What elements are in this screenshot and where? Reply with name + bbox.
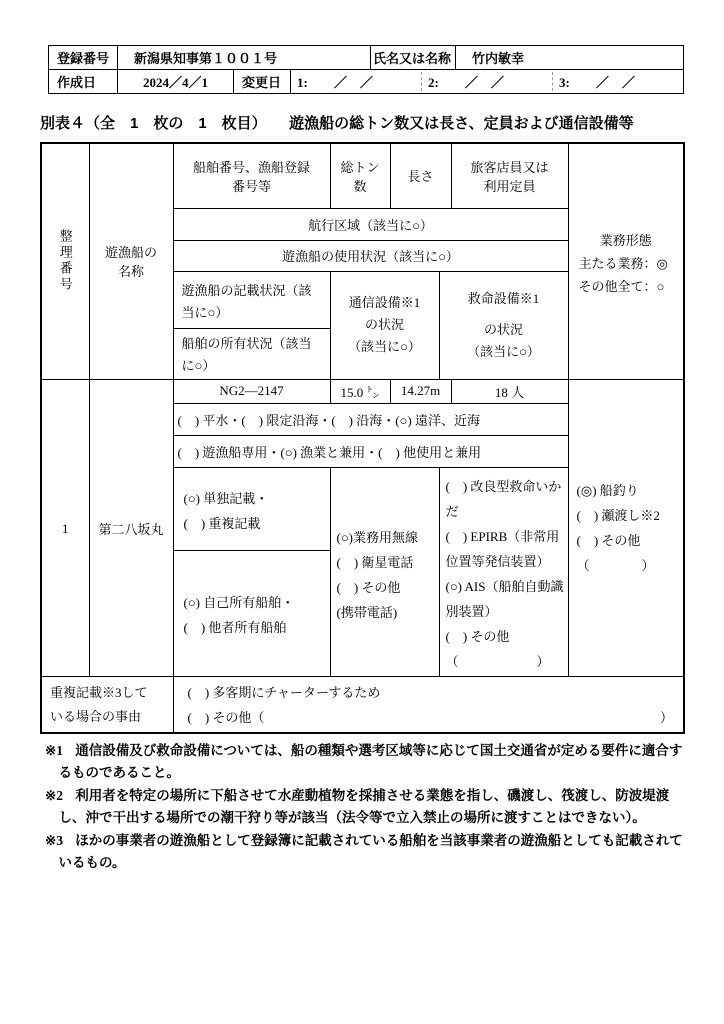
modified-date-label: 変更日: [234, 70, 291, 94]
comm-option: (携帯電話): [336, 604, 398, 620]
rescue-option: ( ) EPIRB（非常用位置等発信装置）: [445, 528, 560, 569]
dup-entry-reason-label: 重複記載※3して いる場合の事由: [41, 676, 173, 733]
col-header-length: 長さ: [390, 143, 451, 208]
cell-ownership: [173, 550, 330, 676]
rescue-option: ( ) 改良型救命いかだ: [445, 478, 562, 519]
business-option: （ ）: [576, 558, 655, 573]
modified-date-slot-1: 1: ／ ／: [297, 75, 373, 90]
cell-serial-number: 1: [41, 379, 89, 676]
rescue-option: ( ) その他: [445, 628, 510, 644]
business-option: (◎) 船釣り: [576, 483, 639, 498]
header-ownership-status: 船舶の所有状況（該当に○）: [173, 328, 330, 379]
page-title: 別表４（全 1 枚の 1 枚目） 遊漁船の総トン数又は長さ、定員および通信設備等: [40, 115, 634, 132]
comm-option: ( ) 衛星電話: [336, 554, 414, 570]
header-listing-status: 遊漁船の記載状況（該当に○）: [173, 271, 330, 328]
ownership-option: ( ) 他者所有船舶: [183, 620, 287, 636]
cell-rescue-equipment: [439, 467, 568, 676]
footnote-2-marker: ※2: [45, 787, 64, 803]
cell-usage: ( ) 遊漁船専用・(○) 漁業と兼用・( ) 他使用と兼用: [173, 435, 568, 467]
header-comm-equipment: 通信設備※1 の状況 （該当に○）: [330, 271, 439, 379]
col-header-boat-name: 遊漁船の 名称: [89, 143, 173, 379]
listing-option: (○) 単独記載・: [183, 490, 269, 506]
footnote-1-text: 通信設備及び救命設備については、船の種類や選考区域等に応じて国土交通省が定める要件に適合するものであること。: [58, 742, 683, 780]
footnote-1: [45, 740, 695, 785]
footnote-2-text: 利用者を特定の場所に下船させて水産動植物を採捕させる業態を指し、磯渡し、筏渡し、防波堤渡し、沖で干出する場所での潮干狩り等が該当（法令等で立入禁止の場所に渡すことはできない）。: [58, 787, 670, 825]
cell-ship-number: NG2―2147: [173, 379, 330, 403]
col-header-ship-number: 船舶番号、漁船登録 番号等: [173, 143, 330, 208]
header-rescue-equipment: 救命設備※1 の状況 （該当に○）: [439, 271, 568, 379]
comm-option: ( ) その他: [336, 579, 401, 595]
meta-table: [48, 45, 684, 94]
dup-entry-reason-options: [173, 676, 684, 733]
cell-listing: [173, 467, 330, 550]
dup-reason-option: ( ) 多客期にチャーターするため: [187, 684, 381, 700]
col-header-gross-tonnage: 総トン数: [330, 143, 390, 208]
cell-comm-equipment: [330, 467, 439, 676]
registration-number-label: 登録番号: [49, 46, 118, 70]
registration-number-value: 新潟県知事第１００１号: [118, 46, 371, 70]
created-date-label: 作成日: [49, 70, 118, 94]
footnote-3: [45, 830, 695, 875]
footnotes: [45, 740, 695, 875]
rescue-option: （ ）: [445, 653, 550, 669]
cell-gross-tonnage: 15.0 ㌧: [330, 379, 390, 403]
col-header-serial-number: 整理番号: [41, 143, 89, 379]
listing-option: ( ) 重複記載: [183, 515, 261, 531]
comm-option: (○)業務用無線: [336, 529, 419, 545]
header-usage-status: 遊漁船の使用状況（該当に○）: [173, 240, 568, 271]
cell-business-type: [568, 379, 684, 676]
dup-reason-option: ( ) その他（ ）: [187, 709, 674, 725]
main-table: [40, 142, 685, 734]
cell-nav-area: ( ) 平水・( ) 限定沿海・( ) 沿海・(○) 遠洋、近海: [173, 403, 568, 435]
cell-capacity: 18 人: [451, 379, 568, 403]
owner-name-label: 氏名又は名称: [371, 46, 456, 70]
rescue-option: (○) AIS（船舶自動識別装置）: [445, 578, 564, 619]
modified-date-slots: [291, 72, 683, 91]
owner-name-value: 竹内敏幸: [456, 46, 684, 70]
col-header-capacity: 旅客店員又は 利用定員: [451, 143, 568, 208]
header-nav-area: 航行区域（該当に○）: [173, 208, 568, 240]
cell-boat-name: 第二八坂丸: [89, 379, 173, 676]
col-header-business-type: 業務形態 主たる業務：◎ その他全て：○: [568, 143, 684, 379]
business-option: ( ) その他: [576, 533, 641, 548]
footnote-3-marker: ※3: [45, 832, 64, 848]
footnote-2: [45, 785, 695, 830]
ownership-option: (○) 自己所有船舶・: [183, 595, 295, 611]
cell-length: 14.27m: [390, 379, 451, 403]
modified-date-slot-2: 2: ／ ／: [421, 72, 552, 91]
footnote-3-text: ほかの事業者の遊漁船として登録簿に記載されている船舶を当該事業者の遊漁船としても記載されているもの。: [58, 832, 683, 870]
business-option: ( ) 瀬渡し※2: [576, 508, 660, 523]
modified-date-slot-3: 3: ／ ／: [552, 72, 683, 91]
created-date-value: 2024／4／1: [118, 70, 234, 94]
footnote-1-marker: ※1: [45, 742, 64, 758]
